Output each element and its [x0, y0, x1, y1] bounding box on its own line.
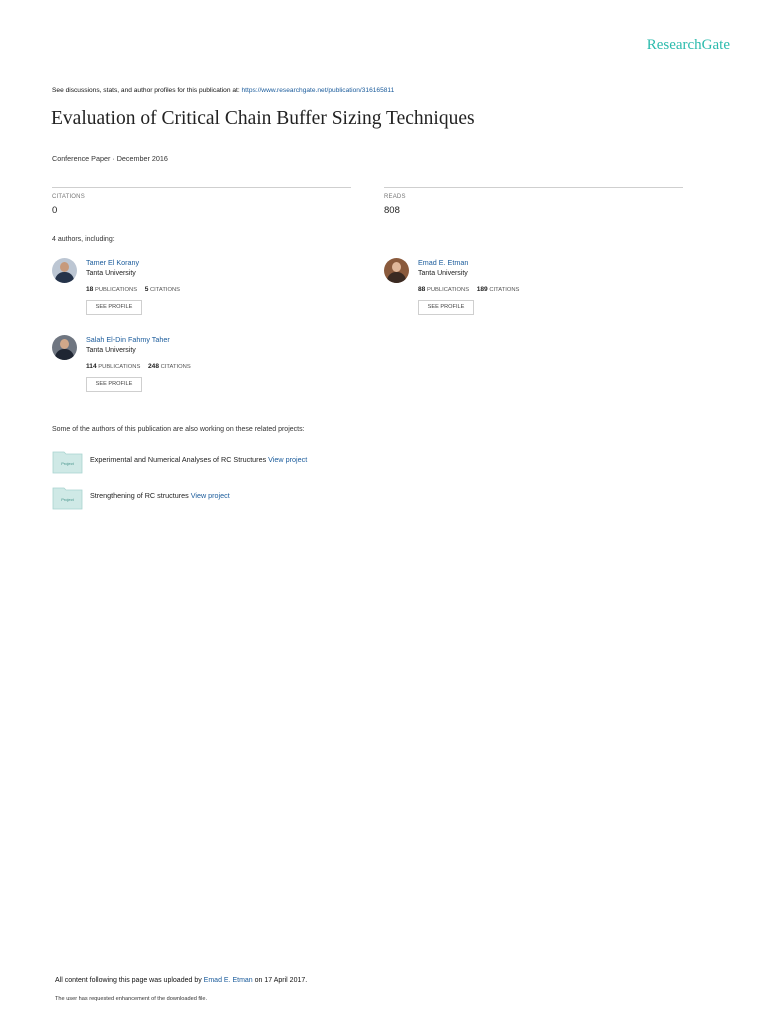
project-title-line [90, 455, 307, 464]
project-folder-icon [52, 486, 83, 510]
authors-heading: 4 authors, including: [52, 236, 115, 243]
project-icon-label: Project [61, 497, 74, 502]
publications-count: 88 [418, 286, 426, 293]
citations-label: CITATIONS [149, 287, 181, 293]
publication-link[interactable]: https://www.researchgate.net/publication/316165811 [241, 87, 395, 94]
publications-label: PUBLICATIONS [94, 287, 138, 293]
author-name[interactable]: Salah El-Din Fahmy Taher [86, 335, 170, 344]
project-title: Strengthening of RC structures [90, 491, 189, 500]
author-name[interactable]: Tamer El Korany [86, 258, 140, 267]
author-institution: Tanta University [86, 347, 136, 354]
see-profile-button[interactable]: SEE PROFILE [86, 300, 142, 315]
top-note [52, 87, 394, 94]
upload-note-suffix: on 17 April 2017. [254, 977, 308, 984]
related-projects-heading: Some of the authors of this publication are also working on these related projects: [52, 426, 305, 433]
see-profile-button[interactable]: SEE PROFILE [86, 377, 142, 392]
see-profile-button[interactable]: SEE PROFILE [418, 300, 474, 315]
publication-meta: Conference Paper · December 2016 [52, 154, 168, 163]
citations-label: CITATIONS [160, 364, 191, 370]
author-stats [418, 286, 525, 293]
publications-count: 18 [86, 286, 94, 293]
top-note-text: See discussions, stats, and author profiles for this publication at: [52, 87, 240, 94]
project-item [52, 450, 452, 476]
page-title: Evaluation of Critical Chain Buffer Sizing Techniques [51, 108, 475, 129]
author-stats [86, 363, 197, 370]
reads-label: READS [384, 194, 406, 200]
author-card [52, 258, 372, 328]
publications-count: 114 [86, 363, 97, 370]
reads-stat [384, 187, 683, 216]
view-project-link[interactable]: View project [190, 491, 230, 500]
project-folder-icon [52, 450, 83, 474]
citations-value: 0 [52, 205, 58, 216]
avatar[interactable] [52, 335, 77, 360]
author-institution: Tanta University [418, 270, 468, 277]
citations-count: 248 [147, 363, 159, 370]
upload-note [55, 977, 307, 984]
author-card [384, 258, 704, 328]
researchgate-logo[interactable]: ResearchGate [646, 37, 730, 53]
upload-note-prefix: All content following this page was uploaded by [55, 977, 202, 984]
author-stats [86, 286, 186, 293]
project-title: Experimental and Numerical Analyses of RC Structures [90, 455, 267, 464]
uploader-link[interactable]: Emad E. Etman [203, 977, 253, 984]
avatar[interactable] [384, 258, 409, 283]
avatar[interactable] [52, 258, 77, 283]
author-name[interactable]: Emad E. Etman [418, 258, 469, 267]
citations-count: 189 [476, 286, 488, 293]
publications-label: PUBLICATIONS [426, 287, 470, 293]
project-icon-label: Project [61, 461, 74, 466]
footer-note: The user has requested enhancement of the downloaded file. [55, 996, 208, 1002]
author-institution: Tanta University [86, 270, 136, 277]
author-card [52, 335, 372, 405]
citations-stat [52, 187, 351, 216]
project-title-line [90, 491, 230, 500]
publications-label: PUBLICATIONS [98, 364, 141, 370]
citations-count: 5 [144, 286, 149, 293]
reads-value: 808 [384, 205, 400, 216]
view-project-link[interactable]: View project [268, 455, 308, 464]
citations-label: CITATIONS [489, 287, 520, 293]
project-item [52, 486, 452, 512]
citations-label: CITATIONS [52, 194, 85, 200]
